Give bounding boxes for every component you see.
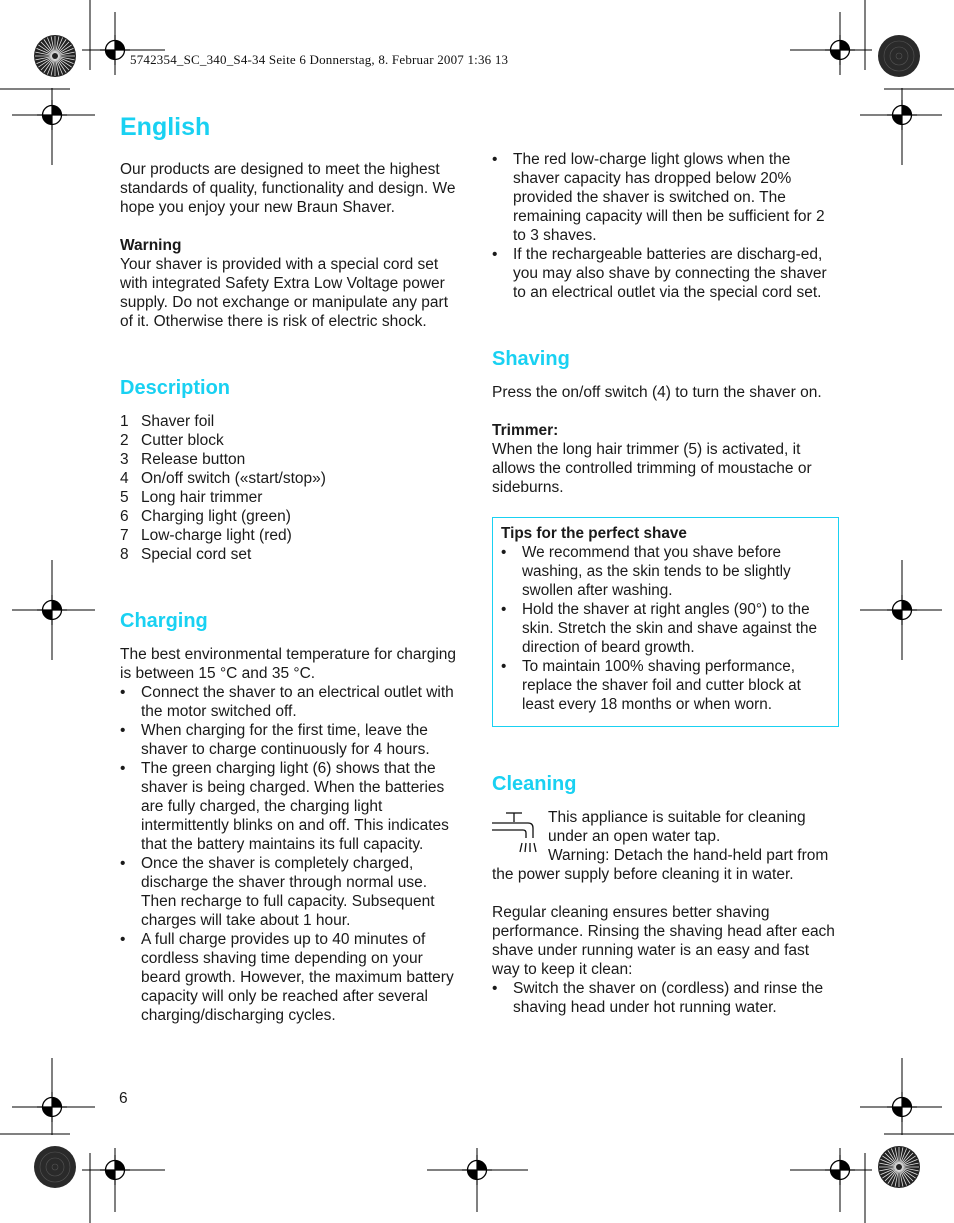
tips-list [501,543,830,714]
shaving-heading: Shaving [492,348,570,370]
page-title: English [120,113,211,141]
cleaning-paragraph: Regular cleaning ensures better shaving performance. Rinsing the shaving head after each shave under running water is an easy and fast way to keep it clean: [492,904,835,978]
cleaning-block [492,808,840,884]
warning-heading: Warning [120,237,182,254]
list-item: • To maintain 100% shaving performance, replace the shaver foil and cutter block at least every 18 months or when worn. [501,657,830,714]
list-item: • Once the shaver is completely charged, discharge the shaver through normal use. Then recharge to full capacity. Subsequent charges will take about 1 hour. [120,854,465,930]
print-header: 5742354_SC_340_S4-34 Seite 6 Donnerstag, 8. Februar 2007 1:36 13 [130,52,509,67]
trimmer-paragraph: When the long hair trimmer (5) is activated, it allows the controlled trimming of moustache or sideburns. [492,441,812,496]
water-tap-icon [492,810,542,856]
left-column [120,112,465,1025]
warning-paragraph: Your shaver is provided with a special cord set with integrated Safety Extra Low Voltage power supply. Do not exchange or manipulate any part of it. Otherwise there is risk of electric shock. [120,256,448,330]
cleaning-heading: Cleaning [492,773,577,795]
list-item: • Connect the shaver to an electrical outlet with the motor switched off. [120,683,465,721]
list-item: • We recommend that you shave before washing, as the skin tends to be slightly swollen after washing. [501,543,830,600]
shaving-paragraph: Press the on/off switch (4) to turn the shaver on. [492,384,822,401]
cleaning-tap-line: This appliance is suitable for cleaning under an open water tap. [548,809,806,845]
tips-box [492,517,839,727]
list-item: • If the rechargeable batteries are discharg-ed, you may also shave by connecting the shaver to an electrical outlet via the special cord set. [492,245,840,302]
charging-heading: Charging [120,610,208,632]
right-column [492,150,840,1017]
intro-paragraph: Our products are designed to meet the highest standards of quality, functionality and design. We hope you enjoy your new Braun Shaver. [120,161,456,216]
description-list [120,412,465,564]
list-item: • The green charging light (6) shows that the shaver is being charged. When the batteries are fully charged, the charging light intermittently blinks on and off. This indicates that the battery maintains its full capacity. [120,759,465,854]
list-item: 6 Charging light (green) [120,508,291,525]
list-item: • The red low-charge light glows when the shaver capacity has dropped below 20% provided the shaver is switched on. The remaining capacity will then be sufficient for 2 to 3 shaves. [492,150,840,245]
charging-intro: The best environmental temperature for charging is between 15 °C and 35 °C. [120,646,457,682]
list-item: • Hold the shaver at right angles (90°) to the skin. Stretch the skin and shave against the direction of beard growth. [501,600,830,657]
list-item: 7 Low-charge light (red) [120,527,292,544]
list-item: 5 Long hair trimmer [120,489,263,506]
list-item: • Switch the shaver on (cordless) and rinse the shaving head under hot running water. [492,979,840,1017]
list-item: 1 Shaver foil [120,413,215,430]
list-item: 3 Release button [120,451,246,468]
charging-list [120,683,465,1025]
cleaning-list [492,979,840,1017]
list-item: 4 On/off switch («start/stop») [120,470,326,487]
page-number: 6 [119,1090,128,1107]
list-item: • When charging for the first time, leave the shaver to charge continuously for 4 hours. [120,721,465,759]
list-item: 2 Cutter block [120,432,224,449]
list-item: 8 Special cord set [120,546,252,563]
description-heading: Description [120,377,231,399]
trimmer-heading: Trimmer: [492,422,559,439]
tips-heading: Tips for the perfect shave [501,525,687,542]
cleaning-warning: Warning: Detach the hand-held part from the power supply before cleaning it in water. [492,847,829,883]
low-charge-list [492,150,840,302]
list-item: • A full charge provides up to 40 minutes of cordless shaving time depending on your beard growth. However, the maximum battery capacity will only be reached after several charging/discharging cycles. [120,930,465,1025]
